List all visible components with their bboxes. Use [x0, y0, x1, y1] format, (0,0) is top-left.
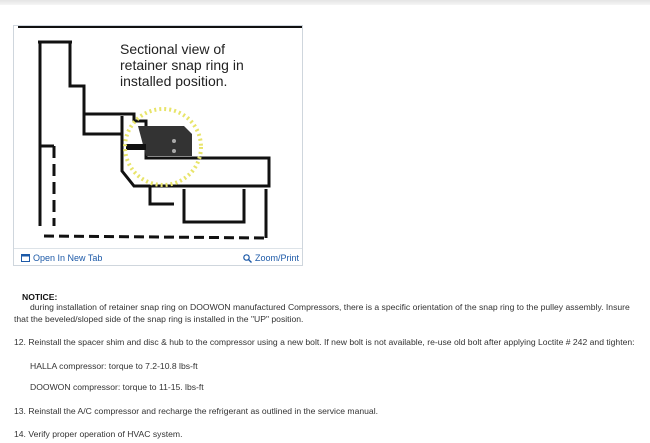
zoom-print-label: Zoom/Print — [254, 253, 299, 263]
open-in-new-tab-icon — [21, 254, 30, 262]
notice-label: NOTICE: — [22, 292, 58, 302]
open-in-new-tab-link[interactable] — [21, 253, 102, 263]
figure-panel — [13, 25, 303, 266]
top-bar — [0, 0, 650, 5]
magnifier-icon — [243, 254, 252, 263]
step-12: 12. Reinstall the spacer shim and disc & hub to the compressor using a new bolt. If new bolt is not available, re-use old bolt after applying Loctite # 242 and tighten: — [14, 337, 635, 347]
caption-line: retainer snap ring in — [120, 57, 244, 73]
notice-body: during installation of retainer snap ring on DOOWON manufactured Compressors, there is a specific orientation of the snap ring to the pulley assembly. Insure that the beveled/sloped side of the snap ring is installed in the "UP" position. — [14, 302, 630, 324]
figure-footer — [14, 248, 302, 267]
zoom-print-link[interactable] — [243, 253, 299, 263]
caption-line: Sectional view of — [120, 41, 226, 57]
halla-torque: HALLA compressor: torque to 7.2-10.8 lbs-ft — [30, 361, 198, 371]
step-13: 13. Reinstall the A/C compressor and recharge the refrigerant as outlined in the service manual. — [14, 406, 378, 416]
doowon-torque: DOOWON compressor: torque to 11-15. lbs-ft — [30, 382, 204, 392]
open-in-new-tab-label: Open In New Tab — [33, 253, 103, 263]
figure-caption — [120, 41, 244, 89]
step-14: 14. Verify proper operation of HVAC system. — [14, 429, 183, 439]
caption-line: installed position. — [120, 73, 228, 89]
